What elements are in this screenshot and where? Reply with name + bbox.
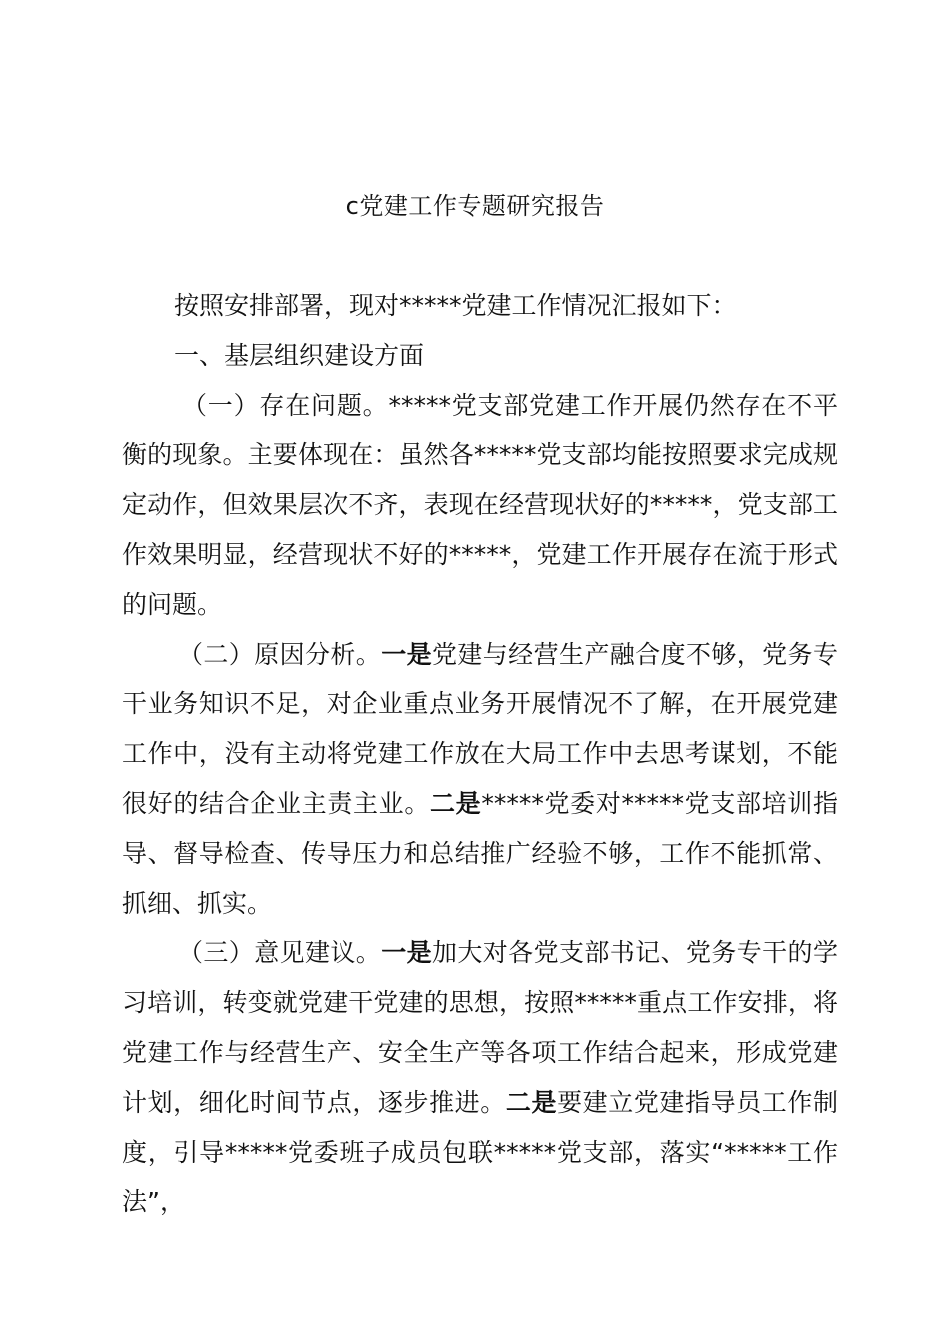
causes-second-marker: 二是 (429, 788, 482, 818)
causes-first-marker: 一是 (381, 639, 432, 669)
causes-label: （二）原因分析。 (178, 639, 382, 669)
document-body (122, 281, 838, 1227)
causes-paragraph (122, 630, 838, 929)
causes-second-text: *****党委对*****党支部培训指导、督导检查、传导压力和总结推广经验不够，工作不能抓常、抓细、抓实。 (122, 788, 838, 918)
section-heading: 一、基层组织建设方面 (174, 340, 425, 370)
intro-paragraph: 按照安排部署，现对*****党建工作情况汇报如下： (174, 291, 737, 320)
causes-first-text: 党建与经营生产融合度不够，党务专干业务知识不足，对企业重点业务开展情况不了解，在开展党建工作中，没有主动将党建工作放在大局工作中去思考谋划，不能很好的结合企业主责主业。 (122, 639, 838, 818)
suggestions-second-text: 要建立党建指导员工作制度，引导*****党委班子成员包联*****党支部，落实“*****工作法”， (122, 1087, 838, 1217)
suggestions-paragraph (122, 928, 838, 1227)
suggestions-second-marker: 二是 (505, 1087, 558, 1117)
problems-label: （一）存在问题。 (182, 390, 389, 420)
problems-paragraph (122, 381, 838, 630)
suggestions-first-text: 加大对各党支部书记、党务专干的学习培训，转变就党建干党建的思想，按照*****重点工作安排，将党建工作与经营生产、安全生产等各项工作结合起来，形成党建计划，细化时间节点，逐步推进。 (122, 938, 838, 1117)
document-title: c党建工作专题研究报告 (345, 192, 605, 220)
problems-text: *****党支部党建工作开展仍然存在不平衡的现象。主要体现在：虽然各*****党支部均能按照要求完成规定动作，但效果层次不齐，表现在经营现状好的*****，党支部工作效果明显，经营现状不好的*****，党建工作开展存在流于形式的问题。 (122, 390, 838, 619)
suggestions-first-marker: 一是 (381, 938, 432, 968)
suggestions-label: （三）意见建议。 (178, 938, 382, 968)
